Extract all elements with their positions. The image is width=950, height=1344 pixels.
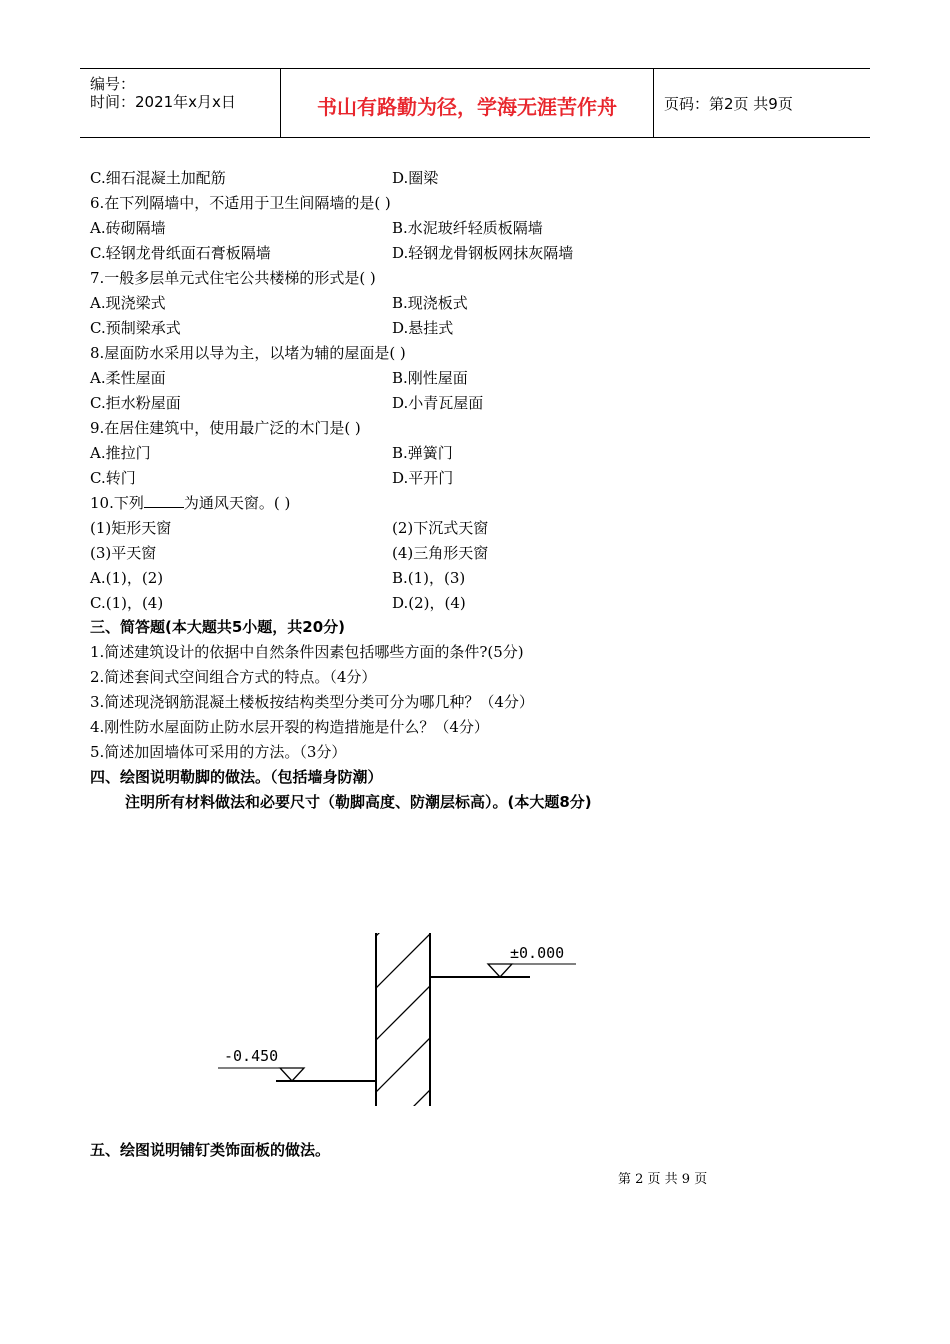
option-left: C.拒水粉屋面 [90,394,181,412]
option-right: D.(2)，(4) [392,594,466,612]
option-left: C.转门 [90,469,136,487]
question-8: 8.屋面防水采用以导为主，以堵为辅的屋面是( ) [90,344,406,362]
option-right: B.弹簧门 [392,444,453,462]
number-label: 编号： [90,75,136,93]
short-answer-item: 4.刚性防水屋面防止防水层开裂的构造措施是什么？（4分） [90,718,489,736]
option-right: B.(1)，(3) [392,569,466,587]
option-left: C.轻钢龙骨纸面石膏板隔墙 [90,244,271,262]
question-7: 7.一般多层单元式住宅公共楼梯的形式是( ) [90,269,376,287]
option-left: C.(1)，(4) [90,594,164,612]
short-answer-item: 1.简述建筑设计的依据中自然条件因素包括哪些方面的条件?(5分) [90,643,524,661]
option-left: C.细石混凝土加配筋 [90,169,226,187]
question-6: 6.在下列隔墙中，不适用于卫生间隔墙的是( ) [90,194,391,212]
page-footer: 第 2 页 共 9 页 [618,1172,708,1187]
option-left: C.预制梁承式 [90,319,181,337]
ground-level-bottom [218,1047,376,1081]
option-right: (2)下沉式天窗 [392,519,489,537]
ground-level-top [430,944,576,977]
option-left: A.砖砌隔墙 [90,219,166,237]
section-5-title: 五、绘图说明铺钉类饰面板的做法。 [90,1141,331,1159]
section-3-title: 三、简答题(本大题共5小题，共20分) [90,618,346,636]
section-4-title: 四、绘图说明勒脚的做法。（包括墙身防潮） [90,768,383,786]
option-right: B.现浇板式 [392,294,468,312]
section-4-note: 注明所有材料做法和必要尺寸（勒脚高度、防潮层标高）。(本大题8分) [125,793,592,811]
option-right: (4)三角形天窗 [392,544,489,562]
motto-text: 书山有路勤为径，学海无涯苦作舟 [317,95,617,119]
short-answer-item: 5.简述加固墙体可采用的方法。（3分） [90,743,347,761]
wall-section [376,882,430,1144]
option-left: (3)平天窗 [90,544,157,562]
page-code: 页码：第2页 共9页 [664,95,793,113]
option-right: D.平开门 [392,469,454,487]
option-right: D.悬挂式 [392,319,454,337]
level-top-label: ±0.000 [510,944,565,962]
option-left: A.推拉门 [90,444,151,462]
short-answer-item: 2.简述套间式空间组合方式的特点。（4分） [90,668,377,686]
option-right: B.刚性屋面 [392,369,468,387]
option-right: D.轻钢龙骨钢板网抹灰隔墙 [392,244,574,262]
option-right: B.水泥玻纤轻质板隔墙 [392,219,543,237]
question-9: 9.在居住建筑中，使用最广泛的木门是( ) [90,419,361,437]
option-left: (1)矩形天窗 [90,519,172,537]
question-10-prefix: 10.下列 [90,494,144,512]
option-left: A.柔性屋面 [90,369,166,387]
time-label: 时间：2021年x月x日 [90,93,236,111]
option-left: A.现浇梁式 [90,294,166,312]
option-left: A.(1)，(2) [90,569,164,587]
option-right: D.小青瓦屋面 [392,394,484,412]
level-bottom-label: -0.450 [224,1047,279,1065]
option-right: D.圈梁 [392,169,439,187]
short-answer-item: 3.简述现浇钢筋混凝土楼板按结构类型分类可分为哪几种？（4分） [90,693,534,711]
question-10-suffix: 为通风天窗。( ) [183,494,291,512]
